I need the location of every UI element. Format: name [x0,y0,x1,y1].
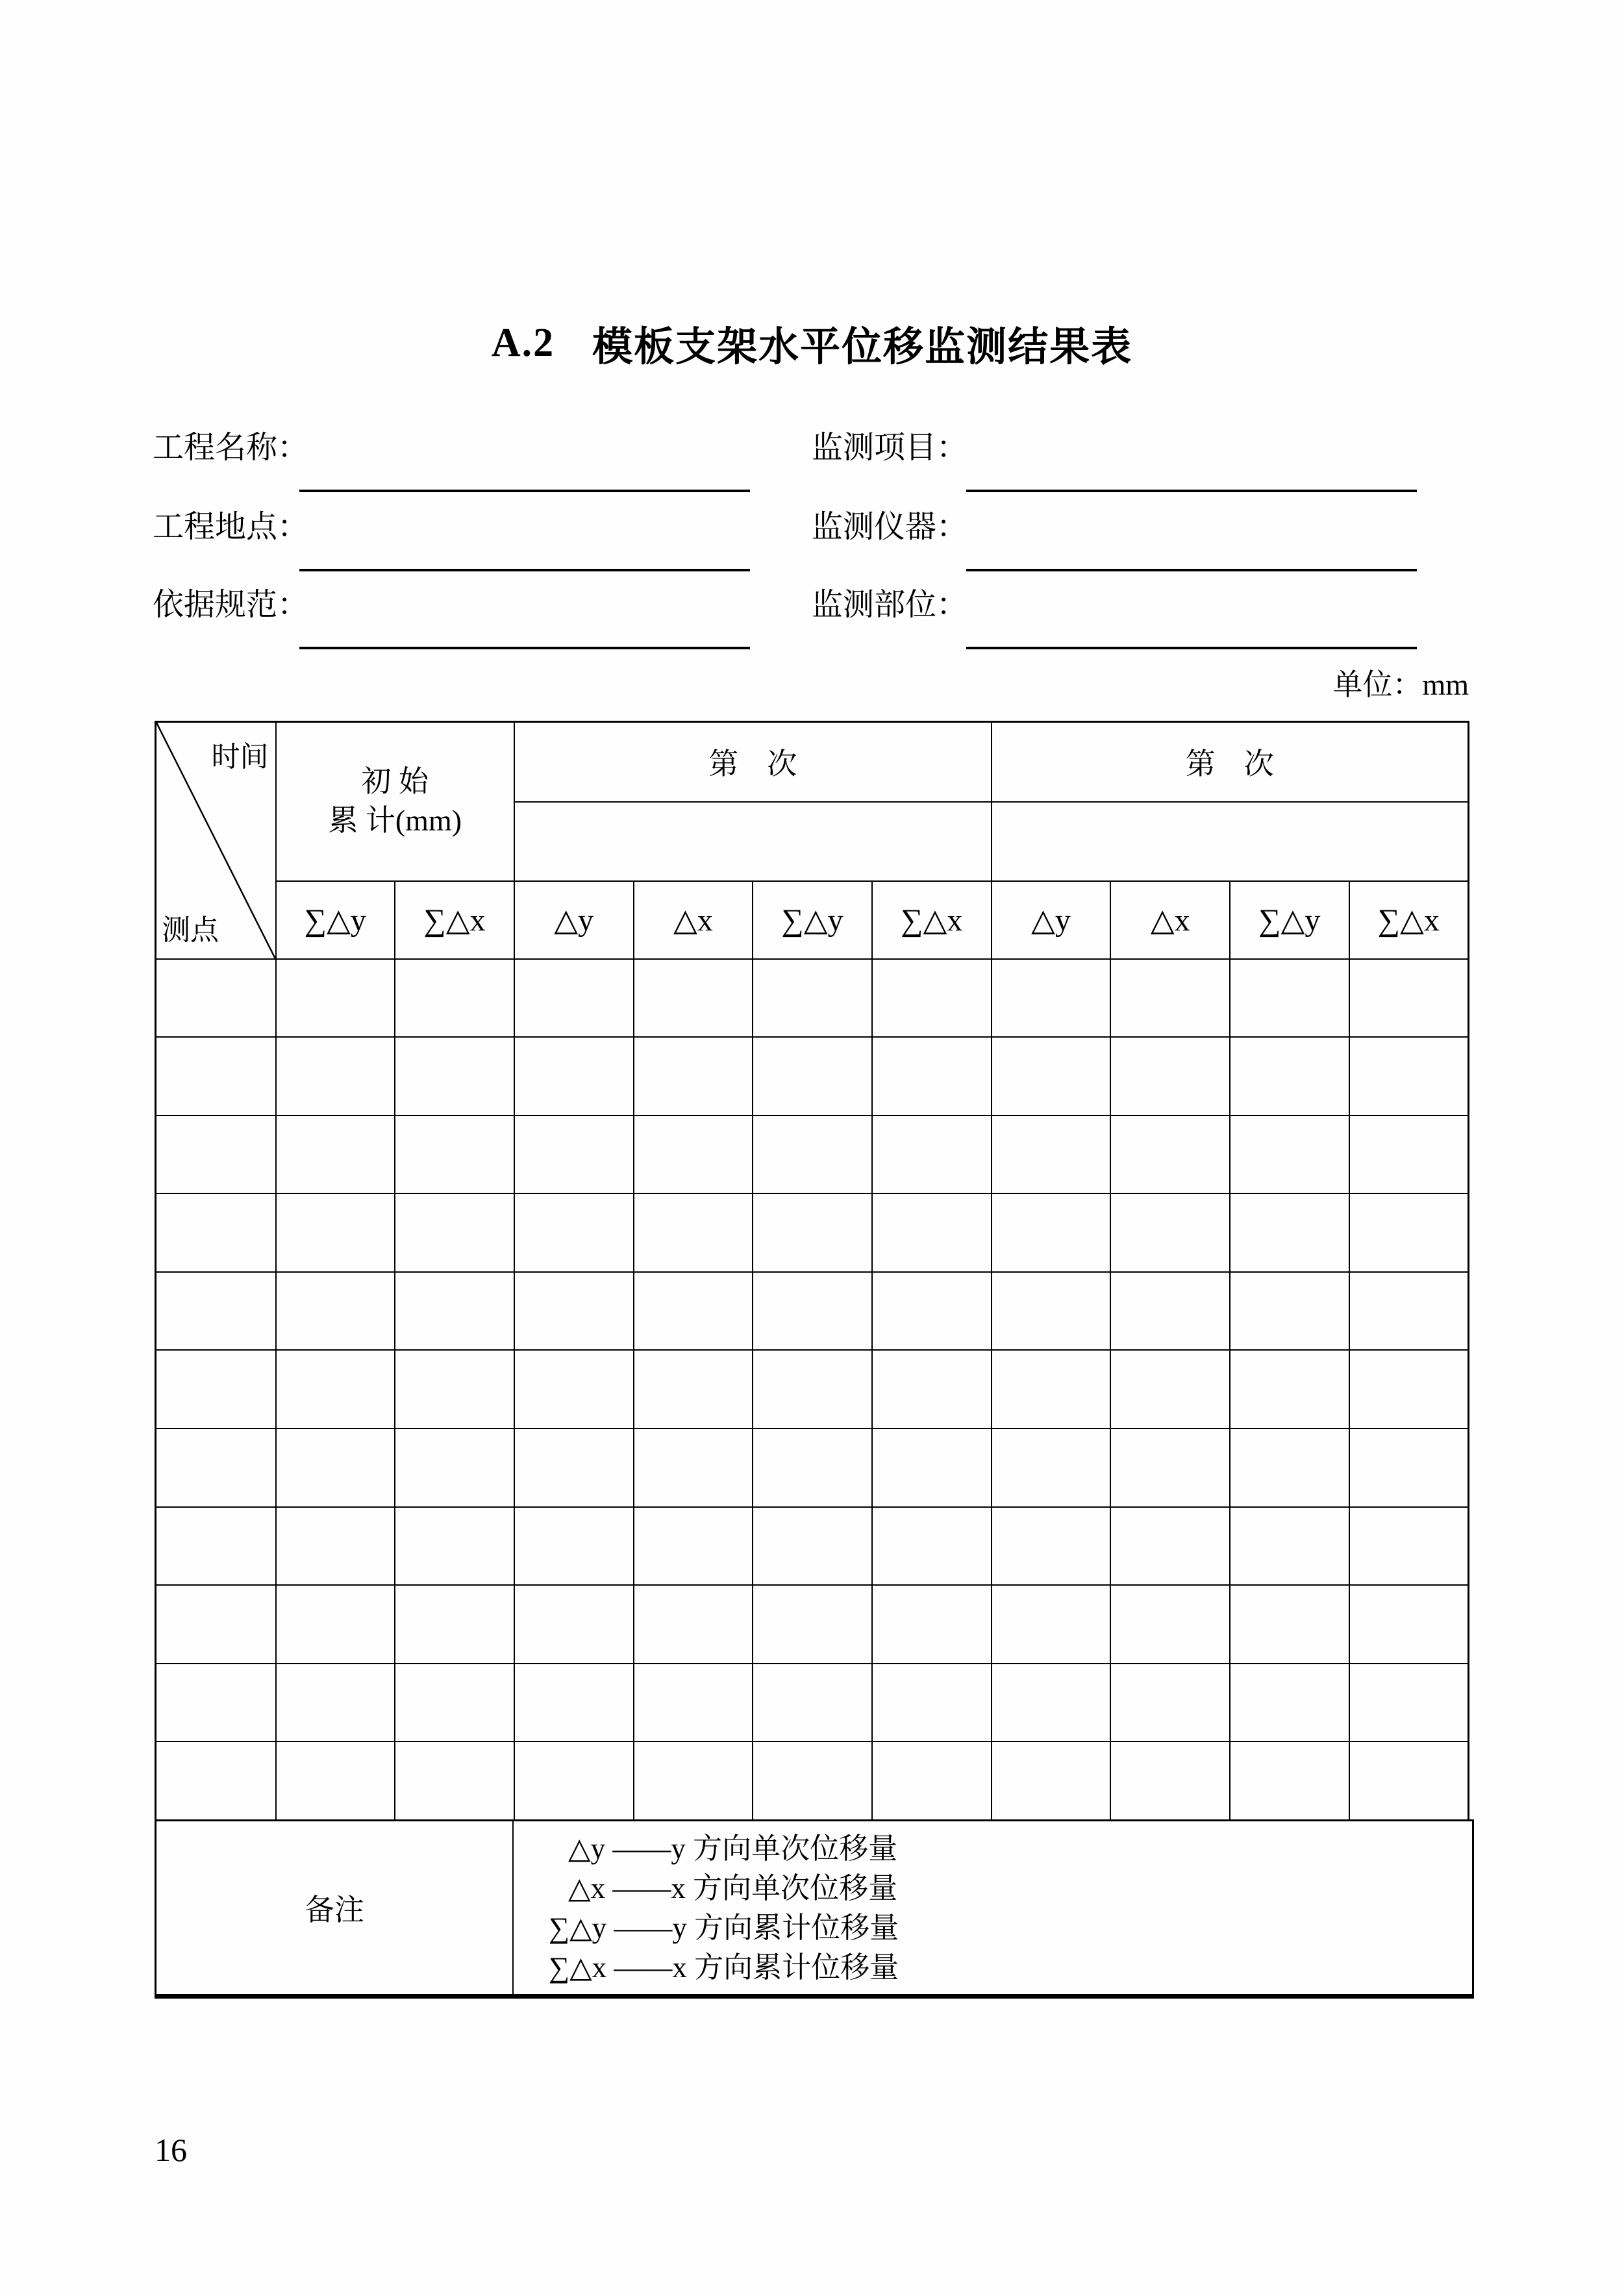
session-header-2 [992,722,1469,802]
table-cell[interactable] [1349,1585,1469,1664]
table-cell[interactable] [156,1585,276,1664]
table-cell[interactable] [395,1585,514,1664]
table-cell[interactable] [395,1350,514,1429]
table-cell[interactable] [872,1116,992,1194]
table-cell[interactable] [395,959,514,1038]
table-cell[interactable] [156,1507,276,1586]
column-header-symbol: △y [992,881,1111,959]
table-cell[interactable] [156,1429,276,1507]
table-cell[interactable] [872,1350,992,1429]
table-cell[interactable] [276,959,395,1038]
table-row [156,959,1469,1038]
session-number-blank[interactable] [1216,767,1244,774]
table-cell[interactable] [1230,1664,1349,1742]
table-cell[interactable] [992,1585,1111,1664]
field-label: 依据规范： [153,588,309,622]
table-cell[interactable] [753,1664,872,1742]
table-cell[interactable] [634,1350,753,1429]
table-cell[interactable] [395,1507,514,1586]
table-cell[interactable] [872,959,992,1038]
title-section: A.2 [491,320,555,365]
table-cell[interactable] [634,1585,753,1664]
table-cell[interactable] [1230,1193,1349,1272]
table-cell[interactable] [276,1585,395,1664]
table-cell[interactable] [1110,1037,1230,1116]
table-cell[interactable] [1230,1429,1349,1507]
table-cell[interactable] [156,1116,276,1194]
session-prefix: 第 [708,747,739,781]
table-row [156,1037,1469,1116]
field-label: 监测项目： [812,430,968,465]
unit-note: 单位：mm [1332,668,1469,701]
table-cell[interactable] [276,1350,395,1429]
project-location-input-line[interactable] [299,569,750,571]
table-row [156,1507,1469,1586]
field-monitoring-item [812,430,1468,501]
table-cell[interactable] [276,1664,395,1742]
monitoring-table [155,721,1469,1821]
table-cell[interactable] [1349,1507,1469,1586]
table-cell[interactable] [276,1741,395,1820]
legend-box [514,1821,1472,1994]
field-monitoring-position [812,587,1468,658]
table-cell[interactable] [514,1741,634,1820]
table-cell[interactable] [156,1741,276,1820]
table-cell[interactable] [753,1585,872,1664]
table-cell[interactable] [753,1741,872,1820]
table-cell[interactable] [276,1507,395,1586]
table-cell[interactable] [872,1272,992,1351]
field-label: 工程地点： [153,510,309,544]
table-cell[interactable] [276,1193,395,1272]
table-cell[interactable] [514,1664,634,1742]
table-cell[interactable] [514,1037,634,1116]
table-row [156,1429,1469,1507]
remark-label: 备注 [156,1821,514,1994]
column-header-symbol: ∑△x [395,881,514,959]
table-cell[interactable] [634,1664,753,1742]
table-cell[interactable] [634,1272,753,1351]
table-cell[interactable] [1110,959,1230,1038]
table-cell[interactable] [156,1664,276,1742]
table-cell[interactable] [634,1507,753,1586]
table-cell[interactable] [1230,1116,1349,1194]
table-cell[interactable] [514,1507,634,1586]
table-cell[interactable] [1349,1037,1469,1116]
table-cell[interactable] [872,1585,992,1664]
table-cell[interactable] [1349,1741,1469,1820]
table-cell[interactable] [1349,1350,1469,1429]
table-cell[interactable] [395,1193,514,1272]
table-cell[interactable] [872,1193,992,1272]
column-header-symbol: ∑△y [276,881,395,959]
field-label: 监测仪器： [812,510,968,544]
legend-line: ∑△y ——y 方向累计位移量 [549,1912,899,1944]
session-date-cell[interactable] [514,802,992,881]
table-cell[interactable] [1349,1429,1469,1507]
table-cell[interactable] [1230,959,1349,1038]
initial-header-line2: 累 计(mm) [328,804,462,838]
project-name-input-line[interactable] [299,490,750,492]
page-title [0,317,1624,369]
table-cell[interactable] [872,1429,992,1507]
corner-cell [156,722,276,959]
table-cell[interactable] [395,1664,514,1742]
table-cell[interactable] [634,1741,753,1820]
field-label: 监测部位： [812,588,968,622]
table-cell[interactable] [992,1664,1111,1742]
table-cell[interactable] [156,1193,276,1272]
table-cell[interactable] [1110,1507,1230,1586]
table-cell[interactable] [276,1037,395,1116]
field-project-name [153,430,808,501]
field-reference-standard [153,587,808,658]
session-number-blank[interactable] [738,767,767,774]
table-cell[interactable] [992,1741,1111,1820]
table-cell[interactable] [634,1037,753,1116]
table-cell[interactable] [1230,1585,1349,1664]
session-header-1 [514,722,992,802]
table-cell[interactable] [156,1350,276,1429]
table-cell[interactable] [1349,1116,1469,1194]
column-header-symbol: △x [1110,881,1230,959]
table-row [156,1741,1469,1820]
table-cell[interactable] [634,959,753,1038]
table-cell[interactable] [634,1193,753,1272]
session-date-cell[interactable] [992,802,1469,881]
initial-header-line1: 初 始 [361,765,429,799]
table-cell[interactable] [1230,1350,1349,1429]
legend-line: △x ——x 方向单次位移量 [568,1872,898,1904]
initial-cumulative-header [276,722,514,881]
table-cell[interactable] [992,1037,1111,1116]
table-cell[interactable] [872,1037,992,1116]
table-cell[interactable] [634,1116,753,1194]
table-cell[interactable] [156,959,276,1038]
table-row [156,1116,1469,1194]
legend-line: ∑△x ——x 方向累计位移量 [549,1951,899,1984]
monitoring-instrument-input-line[interactable] [966,569,1417,571]
table-cell[interactable] [395,1037,514,1116]
table-cell[interactable] [753,1193,872,1272]
column-header-symbol: ∑△y [1230,881,1349,959]
column-header-symbol: ∑△x [1349,881,1469,959]
table-cell[interactable] [1349,1272,1469,1351]
table-cell[interactable] [1110,1193,1230,1272]
table-cell[interactable] [1349,959,1469,1038]
table-cell[interactable] [276,1429,395,1507]
table-cell[interactable] [1349,1193,1469,1272]
table-cell[interactable] [156,1272,276,1351]
table-cell[interactable] [395,1741,514,1820]
table-cell[interactable] [1230,1037,1349,1116]
table-row [156,1350,1469,1429]
remark-row [155,1819,1474,1999]
table-cell[interactable] [514,1585,634,1664]
corner-time-label: 时间 [211,741,269,773]
table-cell[interactable] [1110,1272,1230,1351]
legend-line: △y ——y 方向单次位移量 [568,1832,898,1865]
table-cell[interactable] [395,1272,514,1351]
session-suffix: 次 [1243,747,1274,781]
table-row [156,1272,1469,1351]
table-cell[interactable] [992,1429,1111,1507]
table-cell[interactable] [395,1116,514,1194]
table-cell[interactable] [1110,1585,1230,1664]
field-monitoring-instrument [812,509,1468,580]
table-cell[interactable] [872,1664,992,1742]
table-cell[interactable] [514,1116,634,1194]
table-cell[interactable] [514,1272,634,1351]
table-cell[interactable] [753,1429,872,1507]
table-cell[interactable] [1230,1272,1349,1351]
table-cell[interactable] [753,1507,872,1586]
column-header-symbol: ∑△y [753,881,872,959]
table-cell[interactable] [514,1350,634,1429]
page-number: 16 [155,2132,187,2168]
table-cell[interactable] [276,1116,395,1194]
table-cell[interactable] [872,1507,992,1586]
table-cell[interactable] [1110,1350,1230,1429]
table-cell[interactable] [514,1193,634,1272]
monitoring-item-input-line[interactable] [966,490,1417,492]
corner-point-label: 测点 [162,914,219,946]
table-cell[interactable] [992,1272,1111,1351]
table-cell[interactable] [992,1116,1111,1194]
table-cell[interactable] [992,1193,1111,1272]
table-cell[interactable] [514,959,634,1038]
title-text: 模板支架水平位移监测结果表 [592,325,1133,369]
column-header-symbol: △y [514,881,634,959]
table-cell[interactable] [753,959,872,1038]
table-cell[interactable] [634,1429,753,1507]
table-cell[interactable] [992,1350,1111,1429]
table-cell[interactable] [992,959,1111,1038]
reference-standard-input-line[interactable] [299,647,750,649]
table-cell[interactable] [753,1116,872,1194]
table-cell[interactable] [276,1272,395,1351]
field-label: 工程名称： [153,430,309,465]
table-cell[interactable] [1110,1741,1230,1820]
field-project-location [153,509,808,580]
table-cell[interactable] [992,1507,1111,1586]
table-cell[interactable] [395,1429,514,1507]
table-cell[interactable] [514,1429,634,1507]
session-suffix: 次 [767,747,797,781]
table-cell[interactable] [1349,1664,1469,1742]
table-cell[interactable] [1110,1664,1230,1742]
table-cell[interactable] [1230,1741,1349,1820]
column-header-symbol: ∑△x [872,881,992,959]
monitoring-position-input-line[interactable] [966,647,1417,649]
table-cell[interactable] [872,1741,992,1820]
table-cell[interactable] [1230,1507,1349,1586]
table-row [156,1193,1469,1272]
table-row [156,1664,1469,1742]
session-prefix: 第 [1185,747,1216,781]
table-cell[interactable] [753,1350,872,1429]
column-header-symbol: △x [634,881,753,959]
table-cell[interactable] [753,1037,872,1116]
table-row [156,1585,1469,1664]
table-cell[interactable] [156,1037,276,1116]
table-cell[interactable] [1110,1429,1230,1507]
table-cell[interactable] [753,1272,872,1351]
table-cell[interactable] [1110,1116,1230,1194]
